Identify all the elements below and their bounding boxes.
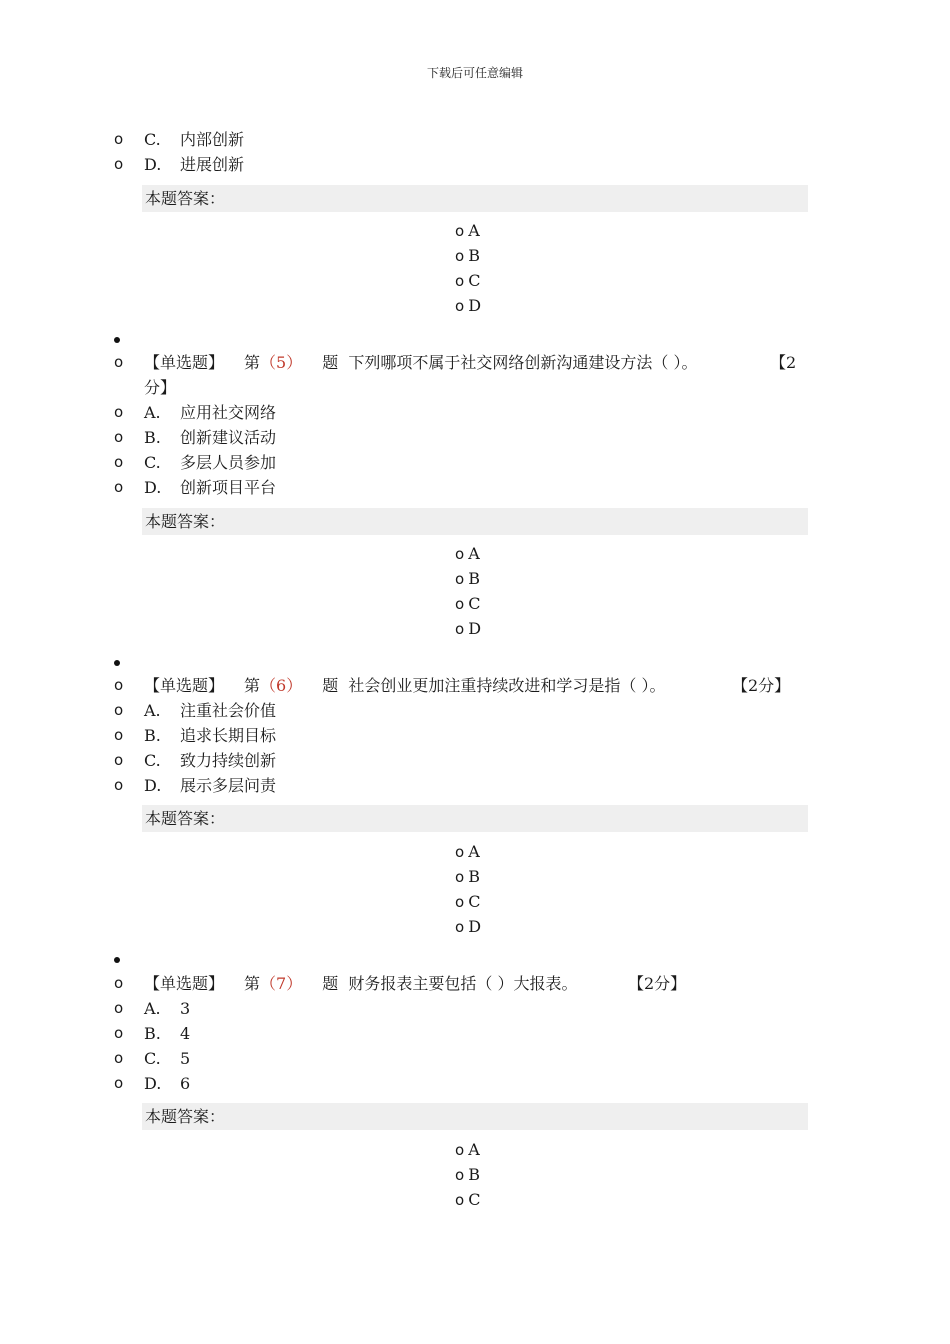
list-bullet-dot (114, 660, 120, 666)
list-item[interactable] (0, 1021, 950, 1046)
list-item[interactable] (0, 400, 950, 425)
option-text: 致力持续创新 (180, 751, 277, 770)
question-score: 【2分】 (628, 974, 687, 993)
question-type: 【单选题】 (144, 676, 225, 695)
list-item[interactable] (0, 698, 950, 723)
bullet-marker: o (114, 130, 124, 148)
option-letter: D. (144, 1074, 162, 1093)
bullet-marker: o (114, 1049, 124, 1067)
question-title (0, 350, 950, 375)
option-letter: A. (144, 701, 161, 720)
answer-label: 本题答案： (142, 805, 808, 832)
bullet-marker: o (114, 478, 124, 496)
bullet-marker: o (114, 1074, 124, 1092)
answer-choice-a[interactable]: o A (455, 1140, 480, 1159)
question-score: 【2分】 (732, 676, 791, 695)
option-text: 展示多层问责 (180, 776, 277, 795)
bullet-marker: o (114, 751, 124, 769)
page-header: 下载后可任意编辑 (426, 66, 523, 80)
question-type: 【单选题】 (144, 974, 225, 993)
answer-choice-d[interactable]: o D (455, 619, 482, 638)
list-bullet-dot (114, 337, 120, 343)
bullet-marker: o (114, 1024, 124, 1042)
answer-choice-b[interactable]: o B (455, 246, 480, 265)
list-item[interactable] (0, 450, 950, 475)
bullet-marker: o (114, 428, 124, 446)
option-letter: C. (144, 453, 161, 472)
answer-choice-d[interactable]: o D (455, 296, 482, 315)
bullet-marker: o (114, 155, 124, 173)
option-letter: D. (144, 776, 162, 795)
list-item[interactable] (0, 1071, 950, 1096)
answer-label: 本题答案： (142, 185, 808, 212)
answer-label: 本题答案： (142, 508, 808, 535)
list-item[interactable] (0, 425, 950, 450)
question-type: 【单选题】 (144, 353, 225, 372)
option-letter: B. (144, 428, 161, 447)
option-text: 内部创新 (180, 130, 245, 149)
option-letter: C. (144, 751, 161, 770)
option-text: 4 (180, 1024, 191, 1043)
question-number-suffix: 题 (322, 676, 339, 695)
answer-choice-b[interactable]: o B (455, 1165, 480, 1184)
answer-choice-c[interactable]: o C (455, 1190, 481, 1209)
answer-choice-a[interactable]: o A (455, 544, 480, 563)
answer-choice-c[interactable]: o C (455, 271, 481, 290)
answer-choice-d[interactable]: o D (455, 917, 482, 936)
option-text: 追求长期目标 (180, 726, 277, 745)
option-letter: C. (144, 1049, 161, 1068)
option-letter: C. (144, 130, 161, 149)
answer-choice-c[interactable]: o C (455, 892, 481, 911)
option-letter: B. (144, 1024, 161, 1043)
answer-choice-c[interactable]: o C (455, 594, 481, 613)
question-text: 社会创业更加注重持续改进和学习是指（ ）。 (348, 676, 666, 695)
question-score: 【2 (770, 353, 797, 372)
question-title (0, 673, 950, 698)
question-text: 下列哪项不属于社交网络创新沟通建设方法（ ）。 (348, 353, 698, 372)
bullet-marker: o (114, 974, 124, 992)
question-number-suffix: 题 (322, 974, 339, 993)
option-letter: D. (144, 155, 162, 174)
list-item[interactable] (0, 475, 950, 500)
bullet-marker: o (114, 676, 124, 694)
option-text: 3 (180, 999, 191, 1018)
list-item[interactable] (0, 773, 950, 798)
option-letter: B. (144, 726, 161, 745)
option-text: 进展创新 (180, 155, 245, 174)
list-item[interactable] (0, 748, 950, 773)
bullet-marker: o (114, 403, 124, 421)
question-number-prefix: 第 (244, 974, 261, 993)
option-text: 多层人员参加 (180, 453, 277, 472)
question-text: 财务报表主要包括（ ）大报表。 (348, 974, 578, 993)
list-item[interactable] (0, 1046, 950, 1071)
list-bullet-dot (114, 957, 120, 963)
option-letter: D. (144, 478, 162, 497)
option-text: 创新建议活动 (180, 428, 277, 447)
question-score-cont: 分】 (144, 378, 177, 397)
option-text: 应用社交网络 (180, 403, 277, 422)
question-number-prefix: 第 (244, 676, 261, 695)
answer-choice-b[interactable]: o B (455, 867, 480, 886)
option-text: 注重社会价值 (180, 701, 277, 720)
option-letter: A. (144, 999, 161, 1018)
answer-label: 本题答案： (142, 1103, 808, 1130)
option-text: 创新项目平台 (180, 478, 277, 497)
bullet-marker: o (114, 776, 124, 794)
question-number: （6） (260, 676, 303, 695)
bullet-marker: o (114, 726, 124, 744)
list-item[interactable] (0, 996, 950, 1021)
option-text: 6 (180, 1074, 191, 1093)
question-title (0, 971, 950, 996)
answer-choice-b[interactable]: o B (455, 569, 480, 588)
question-number-prefix: 第 (244, 353, 261, 372)
option-letter: A. (144, 403, 161, 422)
question-number-suffix: 题 (322, 353, 339, 372)
bullet-marker: o (114, 999, 124, 1017)
answer-choice-a[interactable]: o A (455, 221, 480, 240)
answer-choice-a[interactable]: o A (455, 842, 480, 861)
question-number: （7） (260, 974, 303, 993)
list-item[interactable] (0, 127, 950, 152)
bullet-marker: o (114, 453, 124, 471)
bullet-marker: o (114, 353, 124, 371)
question-number: （5） (260, 353, 303, 372)
option-text: 5 (180, 1049, 191, 1068)
list-item[interactable] (0, 723, 950, 748)
bullet-marker: o (114, 701, 124, 719)
list-item[interactable] (0, 152, 950, 177)
